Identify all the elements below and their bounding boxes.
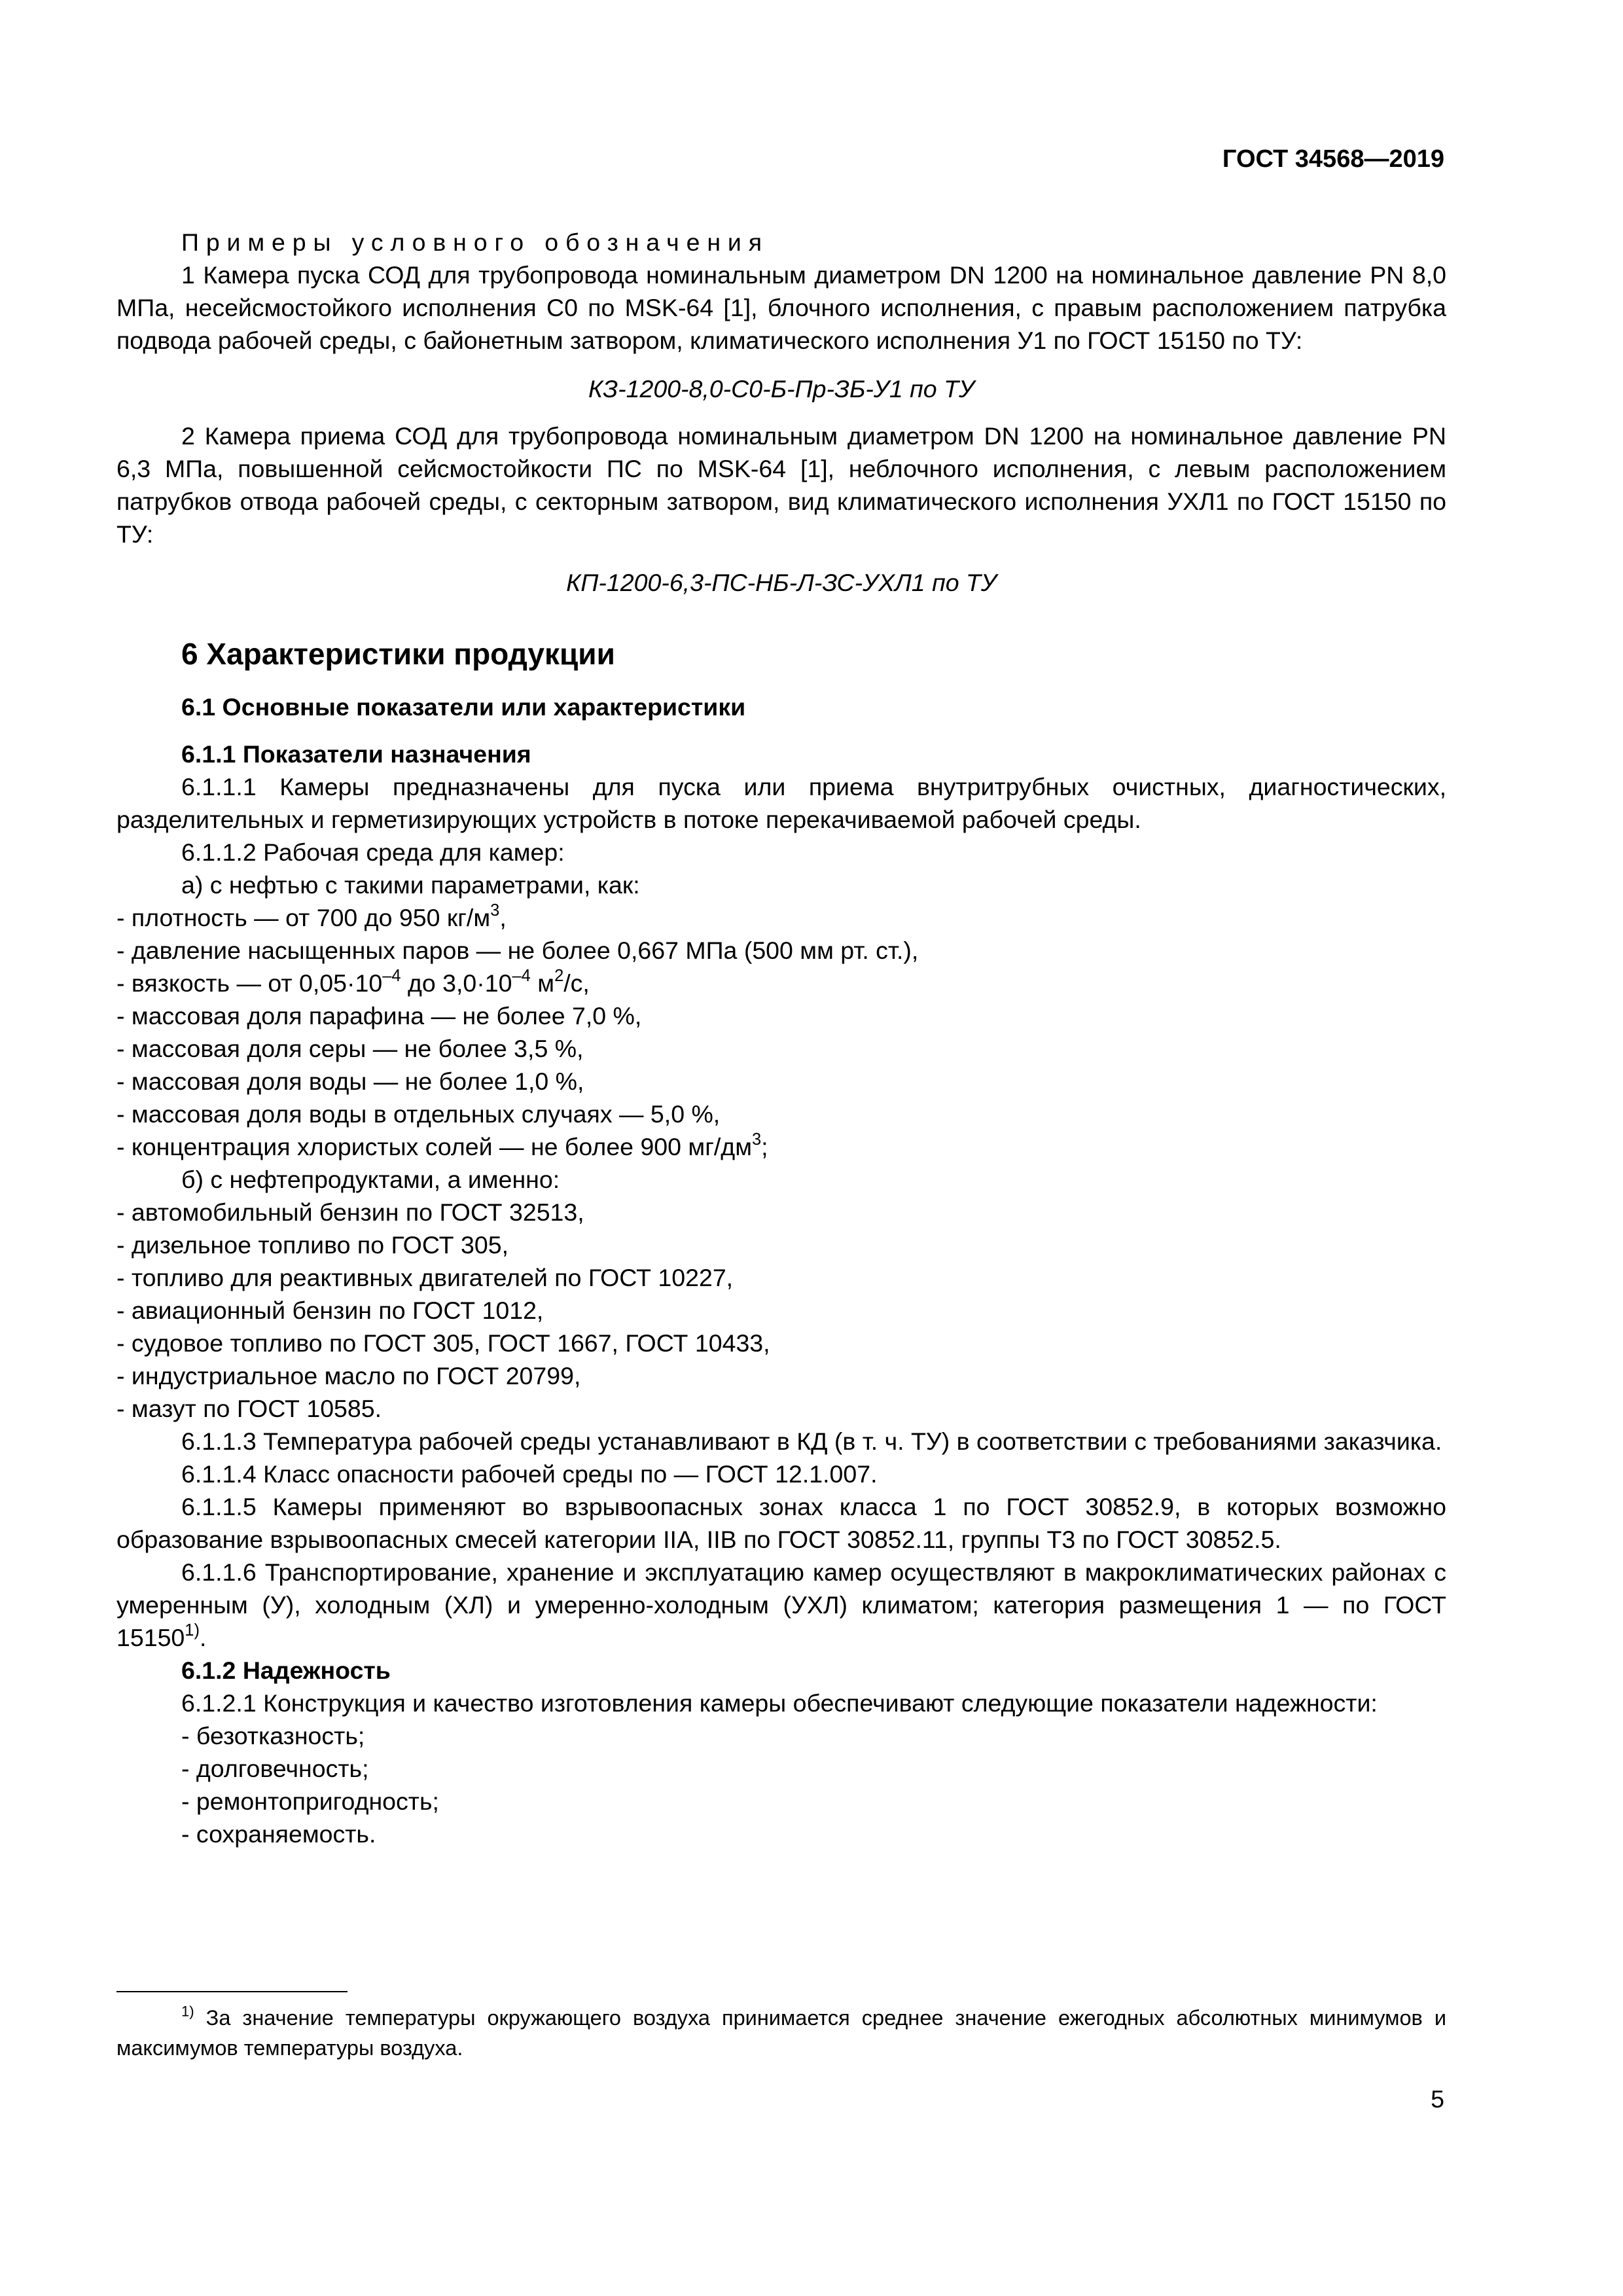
list-item: - топливо для реактивных двигателей по ГОСТ 10227, (116, 1264, 734, 1291)
footnote-reference[interactable]: 1) (185, 1621, 200, 1640)
footnote: $^{1)}$ За значение температуры окружающего воздуха принимается среднее значение ежегодных абсолютных минимумов и максимумов температуры воздуха. (116, 2003, 1446, 2060)
list-item: - массовая доля парафина — не более 7,0 %, (116, 1002, 642, 1030)
paragraph-6-1-1-6: 6.1.1.6 Транспортирование, хранение и эксплуатацию камер осуществляют в макроклиматических районах с умеренным (У), холодным (ХЛ) и умеренно-холодным (УХЛ) климатом; категория размещения 1 — по ГОСТ 15150$^{1)}$. (116, 1558, 1446, 1651)
document-code-header: ГОСТ 34568—2019 (1222, 145, 1444, 173)
list-item: - безотказность; (181, 1722, 365, 1749)
designation-formula-2: КП-1200-6,3-ПС-НБ-Л-ЗС-УХЛ1 по ТУ (566, 569, 997, 596)
section-6-title: 6 Характеристики продукции (181, 637, 615, 671)
paragraph-6-1-2-1: 6.1.2.1 Конструкция и качество изготовления камеры обеспечивают следующие показатели надежности: (181, 1689, 1378, 1717)
oil-list-intro: а) с нефтью с такими параметрами, как: (181, 871, 640, 899)
list-item: - массовая доля серы — не более 3,5 %, (116, 1035, 584, 1062)
list-item: - сохраняемость. (181, 1820, 376, 1848)
paragraph-6-1-1-5: 6.1.1.5 Камеры применяют во взрывоопасных зонах класса 1 по ГОСТ 30852.9, в которых возможно образование взрывоопасных смесей категории IIA, IIB по ГОСТ 30852.11, группы Т3 по ГОСТ 30852.5. (116, 1493, 1446, 1553)
paragraph-6-1-1-1: 6.1.1.1 Камеры предназначены для пуска или приема внутритрубных очистных, диагностических, разделительных и герметизирующих устройств в потоке перекачиваемой рабочей среды. (116, 773, 1446, 833)
list-item: - ремонтопригодность; (181, 1787, 439, 1815)
list-item: - массовая доля воды в отдельных случаях — 5,0 %, (116, 1100, 721, 1128)
paragraph-6-1-1-3: 6.1.1.3 Температура рабочей среды устанавливают в КД (в т. ч. ТУ) в соответствии с требованиями заказчика. (181, 1427, 1442, 1455)
products-list-intro: б) с нефтепродуктами, а именно: (181, 1166, 560, 1193)
list-item: - массовая доля воды — не более 1,0 %, (116, 1067, 584, 1095)
list-item: - автомобильный бензин по ГОСТ 32513, (116, 1198, 584, 1226)
example-1: 1 Камера пуска СОД для трубопровода номинальным диаметром DN 1200 на номинальное давление PN 8,0 МПа, несейсмостойкого исполнения С0 по MSK-64 [1], блочного исполнения, с правым расположением патрубка подвода рабочей среды, с байонетным затвором, климатического исполнения У1 по ГОСТ 15150 по ТУ: (116, 261, 1446, 354)
section-6-1-2-title: 6.1.2 Надежность (181, 1657, 391, 1684)
list-item: - индустриальное масло по ГОСТ 20799, (116, 1362, 581, 1390)
list-item: - авиационный бензин по ГОСТ 1012, (116, 1297, 544, 1324)
paragraph-6-1-1-4: 6.1.1.4 Класс опасности рабочей среды по — ГОСТ 12.1.007. (181, 1460, 878, 1488)
footnote-divider (116, 1991, 348, 1992)
paragraph-6-1-1-2: 6.1.1.2 Рабочая среда для камер: (181, 838, 565, 866)
list-item: - давление насыщенных паров — не более 0,667 МПа (500 мм рт. ст.), (116, 937, 919, 964)
page-number: 5 (1431, 2085, 1444, 2113)
list-item: - плотность — от 700 до 950 $кг/м^3$, (116, 901, 507, 931)
list-item: - вязкость — от $0,05\cdot 10^{-4}$ до $3,0\cdot 10^{-4}$ $м^2/с$, (116, 967, 590, 997)
list-item: - судовое топливо по ГОСТ 305, ГОСТ 1667, ГОСТ 10433, (116, 1329, 770, 1357)
footnote-mark: 1) (181, 2003, 194, 2020)
examples-title: Примеры условного обозначения (181, 228, 769, 256)
list-item: - долговечность; (181, 1755, 369, 1782)
list-item: - дизельное топливо по ГОСТ 305, (116, 1231, 508, 1259)
section-6-1-title: 6.1 Основные показатели или характеристики (181, 693, 746, 721)
list-item: - мазут по ГОСТ 10585. (116, 1395, 382, 1422)
list-item: - концентрация хлористых солей — не более 900 $мг/дм^3$; (116, 1130, 768, 1160)
page-body (116, 226, 1446, 1850)
designation-formula-1: КЗ-1200-8,0-С0-Б-Пр-ЗБ-У1 по ТУ (588, 375, 974, 403)
section-6-1-1-title: 6.1.1 Показатели назначения (181, 740, 531, 768)
example-2: 2 Камера приема СОД для трубопровода номинальным диаметром DN 1200 на номинальное давление PN 6,3 МПа, повышенной сейсмостойкости ПС по MSK-64 [1], неблочного исполнения, с левым расположением патрубков отвода рабочей среды, с секторным затвором, вид климатического исполнения УХЛ1 по ГОСТ 15150 по ТУ: (116, 422, 1446, 548)
